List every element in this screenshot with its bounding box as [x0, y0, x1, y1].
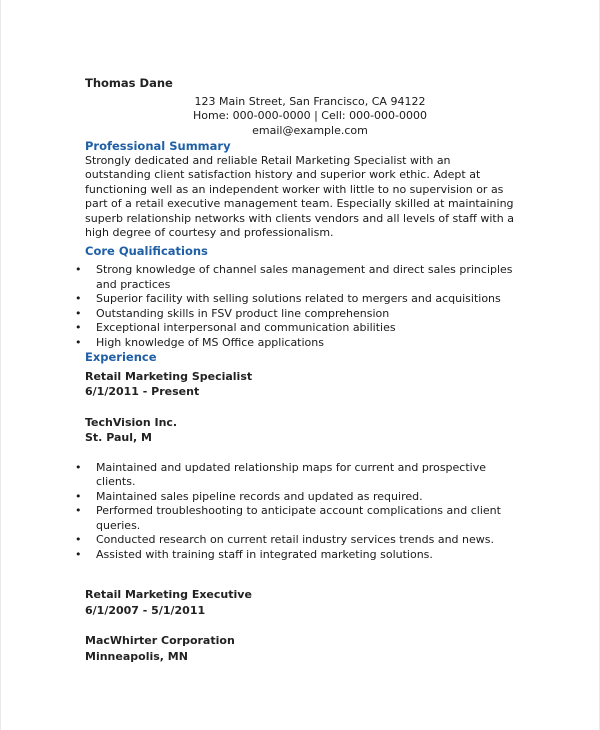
bullet-icon: • [75, 263, 82, 276]
bullet-icon: • [75, 335, 82, 349]
list-item: • Outstanding skills in FSV product line comprehension [75, 306, 390, 320]
job-entry-1 [75, 369, 525, 563]
list-item: • Performed troubleshooting to anticipate account complications and client queries. [75, 504, 501, 532]
bullet-icon: • [75, 533, 82, 546]
qualifications-list [75, 263, 525, 350]
summary-text: Strongly dedicated and reliable Retail Marketing Specialist with an outstanding client satisfaction history and superior work ethic. Adept at functioning well as an independent worker with little to no supervision or as part of a retail executive management team. Especially skilled at maintaining superb relationship networks with clients vendors and all levels of staff with a high degree of courtesy and professionalism. [85, 153, 514, 239]
list-item: • Maintained and updated relationship maps for current and prospective clients. [75, 460, 486, 488]
section-title-qualifications: Core Qualifications [85, 243, 208, 258]
job-dates: 6/1/2007 - 5/1/2011 [85, 603, 206, 617]
job-location: Minneapolis, MN [85, 649, 188, 663]
phone-line: Home: 000-000-0000 | Cell: 000-000-0000 [193, 109, 427, 122]
list-item: • Conducted research on current retail industry services trends and news. [75, 533, 494, 546]
section-title-experience: Experience [85, 350, 157, 364]
job-company: TechVision Inc. [85, 415, 178, 429]
list-item: • Exceptional interpersonal and communication abilities [75, 321, 396, 334]
bullet-icon: • [75, 504, 82, 517]
list-item: • Maintained sales pipeline records and updated as required. [75, 489, 423, 503]
contact-block [105, 95, 515, 139]
bullet-icon: • [75, 460, 82, 474]
bullet-icon: • [75, 292, 82, 305]
job-entry-2 [85, 587, 525, 664]
list-item: • Assisted with training staff in integrated marketing solutions. [75, 547, 433, 561]
bullet-icon: • [75, 489, 82, 503]
job-company: MacWhirter Corporation [85, 634, 235, 647]
list-item: • Strong knowledge of channel sales management and direct sales principles and practices [75, 263, 513, 291]
job-title: Retail Marketing Executive [85, 588, 252, 601]
bullet-icon: • [75, 547, 82, 561]
bullet-icon: • [75, 321, 82, 334]
duties-list [75, 460, 525, 563]
list-item: • High knowledge of MS Office applications [75, 335, 324, 349]
email-line: email@example.com [252, 123, 368, 137]
job-title: Retail Marketing Specialist [85, 369, 253, 383]
job-location: St. Paul, M [85, 431, 152, 444]
resume-content [75, 76, 525, 664]
bullet-icon: • [75, 306, 82, 320]
address-line: 123 Main Street, San Francisco, CA 94122 [194, 94, 426, 108]
job-dates: 6/1/2011 - Present [85, 385, 200, 398]
list-item: • Superior facility with selling solutions related to mergers and acquisitions [75, 292, 501, 305]
section-title-summary: Professional Summary [85, 139, 231, 153]
candidate-name: Thomas Dane [85, 76, 173, 90]
